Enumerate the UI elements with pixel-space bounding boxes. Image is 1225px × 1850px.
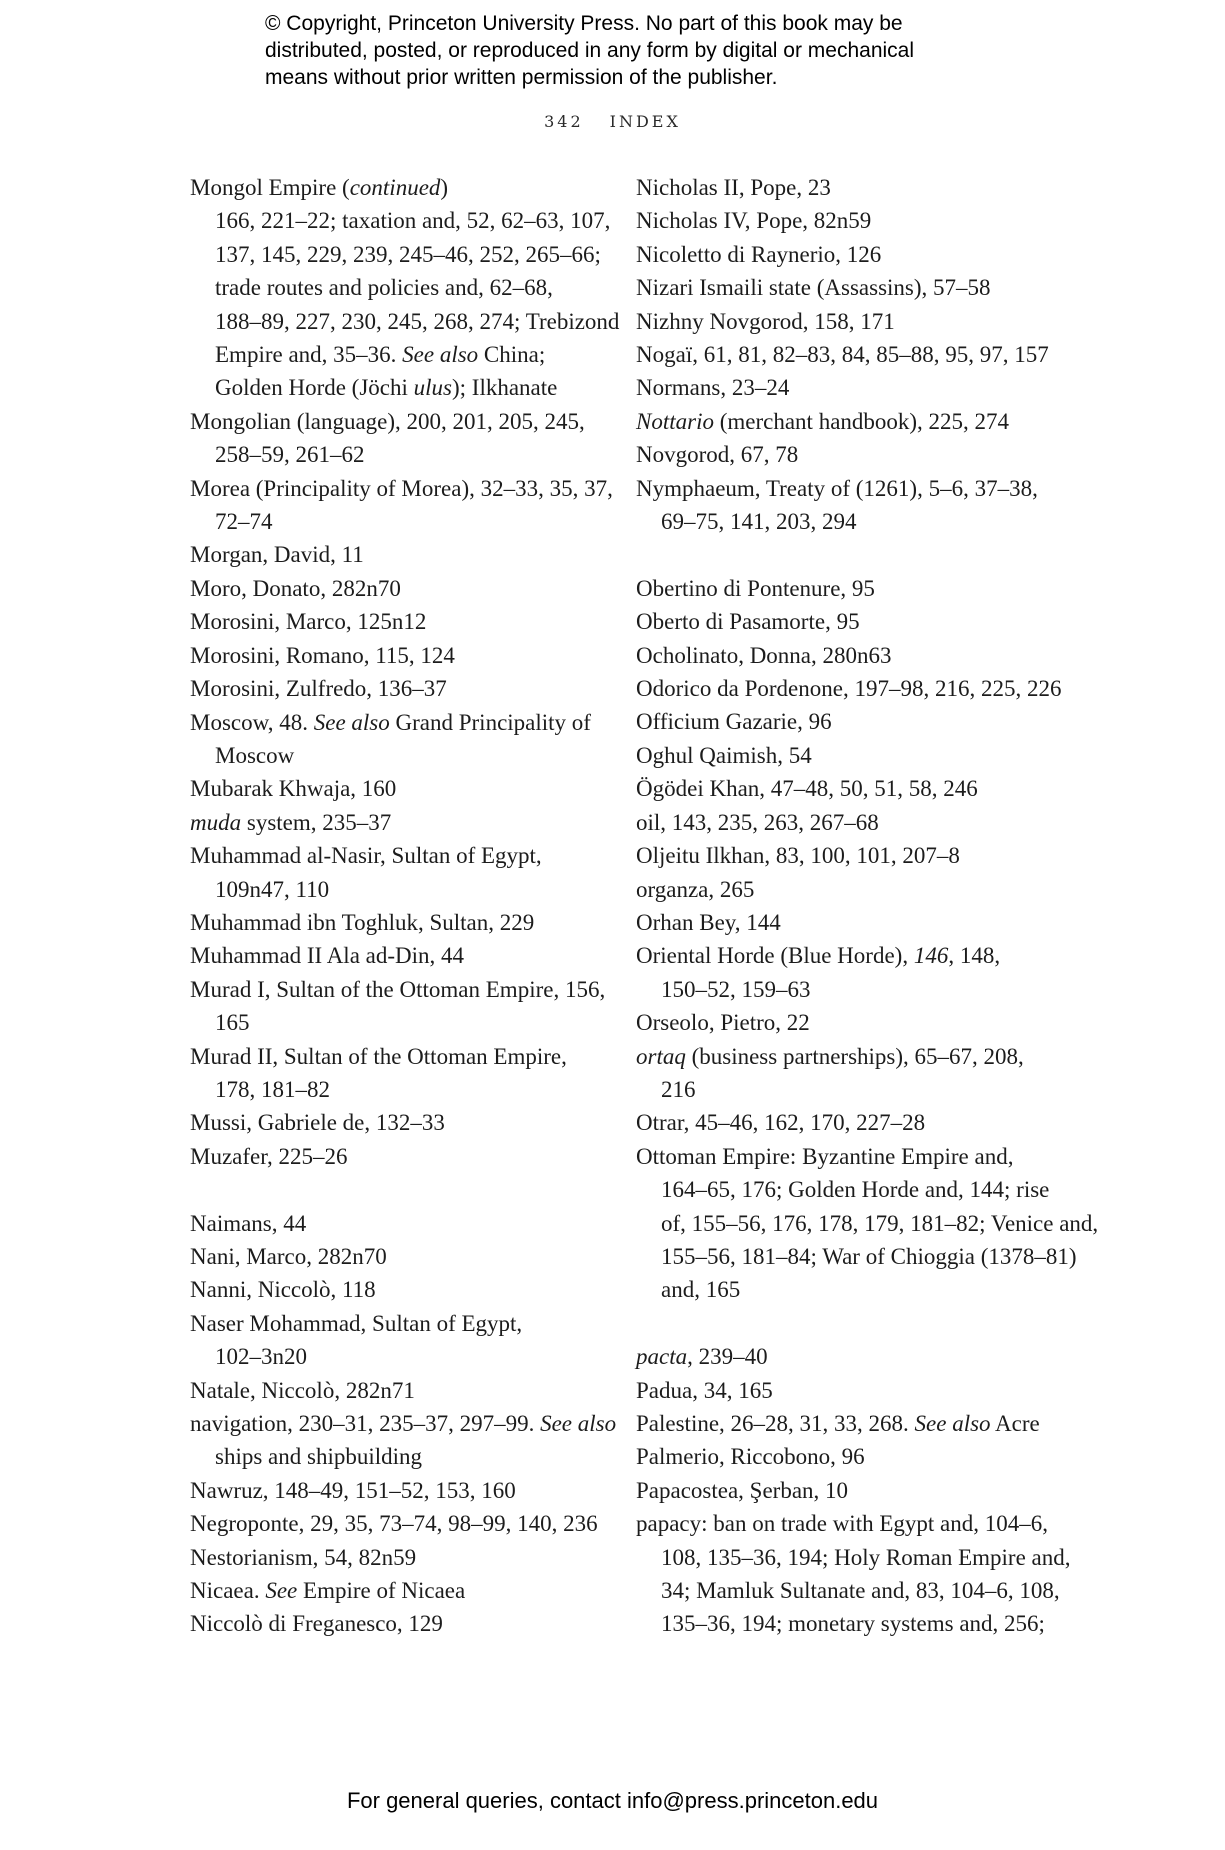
index-entry [190,906,610,939]
index-entry [190,1407,617,1474]
index-entry-line: muda system, 235–37 [190,809,392,835]
page-number: 342 [544,112,584,131]
index-entry-continuation: 137, 145, 229, 239, 245–46, 252, 265–66; [215,241,601,267]
index-entry-continuation: 109n47, 110 [215,876,330,902]
index-entry-line: Moscow, 48. See also Grand Principality of [190,709,591,735]
index-entry-line: Nottario (merchant handbook), 225, 274 [636,408,1010,434]
index-entry-line: ortaq (business partnerships), 65–67, 208, [636,1043,1024,1069]
index-entry-line: Morosini, Romano, 115, 124 [190,642,455,668]
index-entry-line: Naimans, 44 [190,1210,307,1236]
index-entry [636,405,1076,438]
index-entry-line: Obertino di Pontenure, 95 [636,575,875,601]
index-entry [190,171,620,405]
index-entry [636,939,1076,1006]
index-entry [190,1474,610,1507]
index-entry-line: Morea (Principality of Morea), 32–33, 35, 37, [190,475,613,501]
index-entry-continuation: 72–74 [215,509,273,535]
index-entry-line: Officium Gazarie, 96 [636,709,832,735]
index-entry [636,1474,1076,1507]
index-entry-continuation: and, 165 [661,1277,741,1303]
index-entry-continuation: 108, 135–36, 194; Holy Roman Empire and, [661,1544,1071,1570]
index-entry [190,1607,610,1640]
index-entry [190,1240,610,1273]
index-entry-line: Nogaï, 61, 81, 82–83, 84, 85–88, 95, 97, 157 [636,342,1049,368]
index-entry-line: Morosini, Zulfredo, 136–37 [190,676,447,702]
index-entry [636,1374,1076,1407]
index-entry-line: Oghul Qaimish, 54 [636,742,812,768]
index-entry [190,1374,610,1407]
index-entry [636,371,1076,404]
index-entry-line: Normans, 23–24 [636,375,790,401]
index-entry [190,405,610,472]
index-entry-line: organza, 265 [636,876,755,902]
index-entry-line: Orhan Bey, 144 [636,909,781,935]
index-entry [636,204,1076,237]
index-entry [190,1574,610,1607]
index-entry-line: Nicholas IV, Pope, 82n59 [636,208,872,234]
index-entry-continuation: 102–3n20 [215,1344,307,1370]
running-head [0,112,1225,131]
index-entry-line: Naser Mohammad, Sultan of Egypt, [190,1310,523,1336]
index-entry-line: Nestorianism, 54, 82n59 [190,1544,417,1570]
index-entry-line: Mubarak Khwaja, 160 [190,776,397,802]
index-entry-line: Orseolo, Pietro, 22 [636,1010,810,1036]
index-entry-line: Murad II, Sultan of the Ottoman Empire, [190,1043,567,1069]
index-entry-line: Ögödei Khan, 47–48, 50, 51, 58, 246 [636,776,978,802]
index-entry-line: Muhammad ibn Toghluk, Sultan, 229 [190,909,535,935]
index-entry-continuation: 164–65, 176; Golden Horde and, 144; rise [661,1177,1050,1203]
index-entry-continuation: Empire and, 35–36. See also China; [215,342,546,368]
copyright-line: © Copyright, Princeton University Press. No part of this book may be [265,12,903,35]
index-entry [636,1340,1076,1373]
index-entry-line: Morosini, Marco, 125n12 [190,609,427,635]
index-entry-continuation: 135–36, 194; monetary systems and, 256; [661,1611,1045,1637]
index-entry [190,806,610,839]
index-entry-line: Mongolian (language), 200, 201, 205, 245, [190,408,585,434]
index-entry [636,472,1076,539]
section-title: INDEX [609,112,681,131]
index-entry-line: Nizhny Novgorod, 158, 171 [636,308,895,334]
index-entry-line: Novgorod, 67, 78 [636,442,799,468]
index-entry-line: Nicaea. See Empire of Nicaea [190,1578,466,1604]
index-entry-line: Oljeitu Ilkhan, 83, 100, 101, 207–8 [636,843,960,869]
index-entry-line: Mongol Empire (continued) [190,175,449,200]
index-entry [636,305,1076,338]
index-entry-continuation: 165 [215,1010,250,1036]
letter-group-gap [190,1173,610,1206]
index-entry [190,605,610,638]
index-entry [636,1407,1076,1440]
index-entry [636,806,1076,839]
index-entry-continuation: Moscow [215,742,295,768]
index-entry [190,706,610,773]
index-entry [636,705,1076,738]
index-entry-line: papacy: ban on trade with Egypt and, 104–6, [636,1511,1048,1537]
index-entry-line: navigation, 230–31, 235–37, 297–99. See also [190,1411,617,1437]
index-entry [190,1541,610,1574]
index-entry-continuation: trade routes and policies and, 62–68, [215,275,553,301]
index-entry [190,772,610,805]
index-entry [190,572,610,605]
index-entry-line: Oriental Horde (Blue Horde), 146, 148, [636,943,1001,969]
index-entry-continuation: 178, 181–82 [215,1076,330,1102]
index-entry [636,639,1076,672]
index-entry-line: Nanni, Niccolò, 118 [190,1277,376,1303]
index-entry-continuation: 34; Mamluk Sultanate and, 83, 104–6, 108, [661,1578,1060,1604]
index-entry-line: Palmerio, Riccobono, 96 [636,1444,865,1470]
index-entry [190,939,610,972]
letter-group-gap [636,1307,1076,1340]
index-entry-line: Oberto di Pasamorte, 95 [636,609,860,635]
index-entry-line: Natale, Niccolò, 282n71 [190,1377,415,1403]
index-entry [190,538,610,571]
index-entry-line: Ottoman Empire: Byzantine Empire and, [636,1143,1014,1169]
index-entry [190,1207,610,1240]
index-entry [190,672,610,705]
copyright-notice [265,10,985,91]
index-entry-line: Nizari Ismaili state (Assassins), 57–58 [636,275,991,301]
index-entry-line: Negroponte, 29, 35, 73–74, 98–99, 140, 236 [190,1511,598,1537]
index-entry [636,772,1076,805]
letter-group-gap [636,538,1076,571]
index-entry [636,271,1076,304]
index-entry-line: pacta, 239–40 [636,1344,768,1370]
index-entry [636,1140,1099,1307]
index-entry [190,1106,610,1139]
index-entry-continuation: 258–59, 261–62 [215,442,365,468]
index-entry-continuation: 216 [661,1076,696,1102]
index-entry-line: Nicoletto di Raynerio, 126 [636,241,882,267]
index-entry [190,1307,610,1374]
index-entry [190,1273,610,1306]
index-entry-line: Nymphaeum, Treaty of (1261), 5–6, 37–38, [636,475,1038,501]
index-entry-line: Muzafer, 225–26 [190,1143,348,1169]
index-entry [636,1507,1076,1641]
index-entry [190,639,610,672]
index-entry [190,1140,610,1173]
index-entry [636,572,1076,605]
index-entry-line: Mussi, Gabriele de, 132–33 [190,1110,445,1136]
index-entry [636,672,1076,705]
index-entry-line: Murad I, Sultan of the Ottoman Empire, 156, [190,976,606,1002]
index-entry [636,1106,1076,1139]
index-entry-continuation: Golden Horde (Jöchi ulus); Ilkhanate [215,375,558,401]
index-entry-continuation: 155–56, 181–84; War of Chioggia (1378–81) [661,1243,1077,1269]
index-entry-line: Palestine, 26–28, 31, 33, 268. See also Acre [636,1411,1040,1436]
index-entry-line: Muhammad al-Nasir, Sultan of Egypt, [190,843,542,869]
index-entry-line: Niccolò di Freganesco, 129 [190,1611,443,1637]
index-entry [190,472,613,539]
index-entry [636,873,1076,906]
footer-contact: For general queries, contact info@press.princeton.edu [346,1788,879,1813]
index-entry-line: Nani, Marco, 282n70 [190,1243,387,1269]
index-entry [636,839,1076,872]
index-entry [636,1006,1076,1039]
copyright-line: distributed, posted, or reproduced in any form by digital or mechanical [265,39,915,62]
index-column-left [190,171,620,1641]
index-entry-continuation: 69–75, 141, 203, 294 [661,509,857,535]
index-entry-line: Nawruz, 148–49, 151–52, 153, 160 [190,1477,516,1503]
index-entry-line: Ocholinato, Donna, 280n63 [636,642,892,668]
index-entry [190,1507,610,1540]
index-entry-line: Papacostea, Şerban, 10 [636,1477,849,1503]
index-column-right [636,171,1099,1641]
index-entry [636,338,1076,371]
index-entry [636,739,1076,772]
index-entry-line: Morgan, David, 11 [190,542,364,568]
index-entry [190,973,610,1040]
index-entry [636,1440,1076,1473]
index-entry-line: Otrar, 45–46, 162, 170, 227–28 [636,1110,926,1136]
copyright-line: means without prior written permission of the publisher. [265,66,778,89]
index-entry-continuation: 166, 221–22; taxation and, 52, 62–63, 107, [215,208,611,234]
index-entry-line: Moro, Donato, 282n70 [190,575,401,601]
index-entry-line: Nicholas II, Pope, 23 [636,175,831,200]
index-entry-line: Odorico da Pordenone, 197–98, 216, 225, 226 [636,676,1062,702]
index-entry [636,438,1076,471]
index-entry-line: Muhammad II Ala ad-Din, 44 [190,943,465,969]
index-entry-line: Padua, 34, 165 [636,1377,773,1403]
index-entry [190,839,610,906]
index-entry-continuation: ships and shipbuilding [215,1444,423,1470]
index-entry-line: oil, 143, 235, 263, 267–68 [636,809,879,835]
index-entry [190,1040,610,1107]
index-entry-continuation: 150–52, 159–63 [661,976,811,1002]
index-entry [636,1040,1076,1107]
index-entry-continuation: of, 155–56, 176, 178, 179, 181–82; Venice and, [661,1210,1099,1236]
index-entry [636,605,1076,638]
index-entry-continuation: 188–89, 227, 230, 245, 268, 274; Trebizond [215,308,620,334]
index-entry [636,171,1076,204]
index-entry [636,238,1076,271]
index-entry [636,906,1076,939]
